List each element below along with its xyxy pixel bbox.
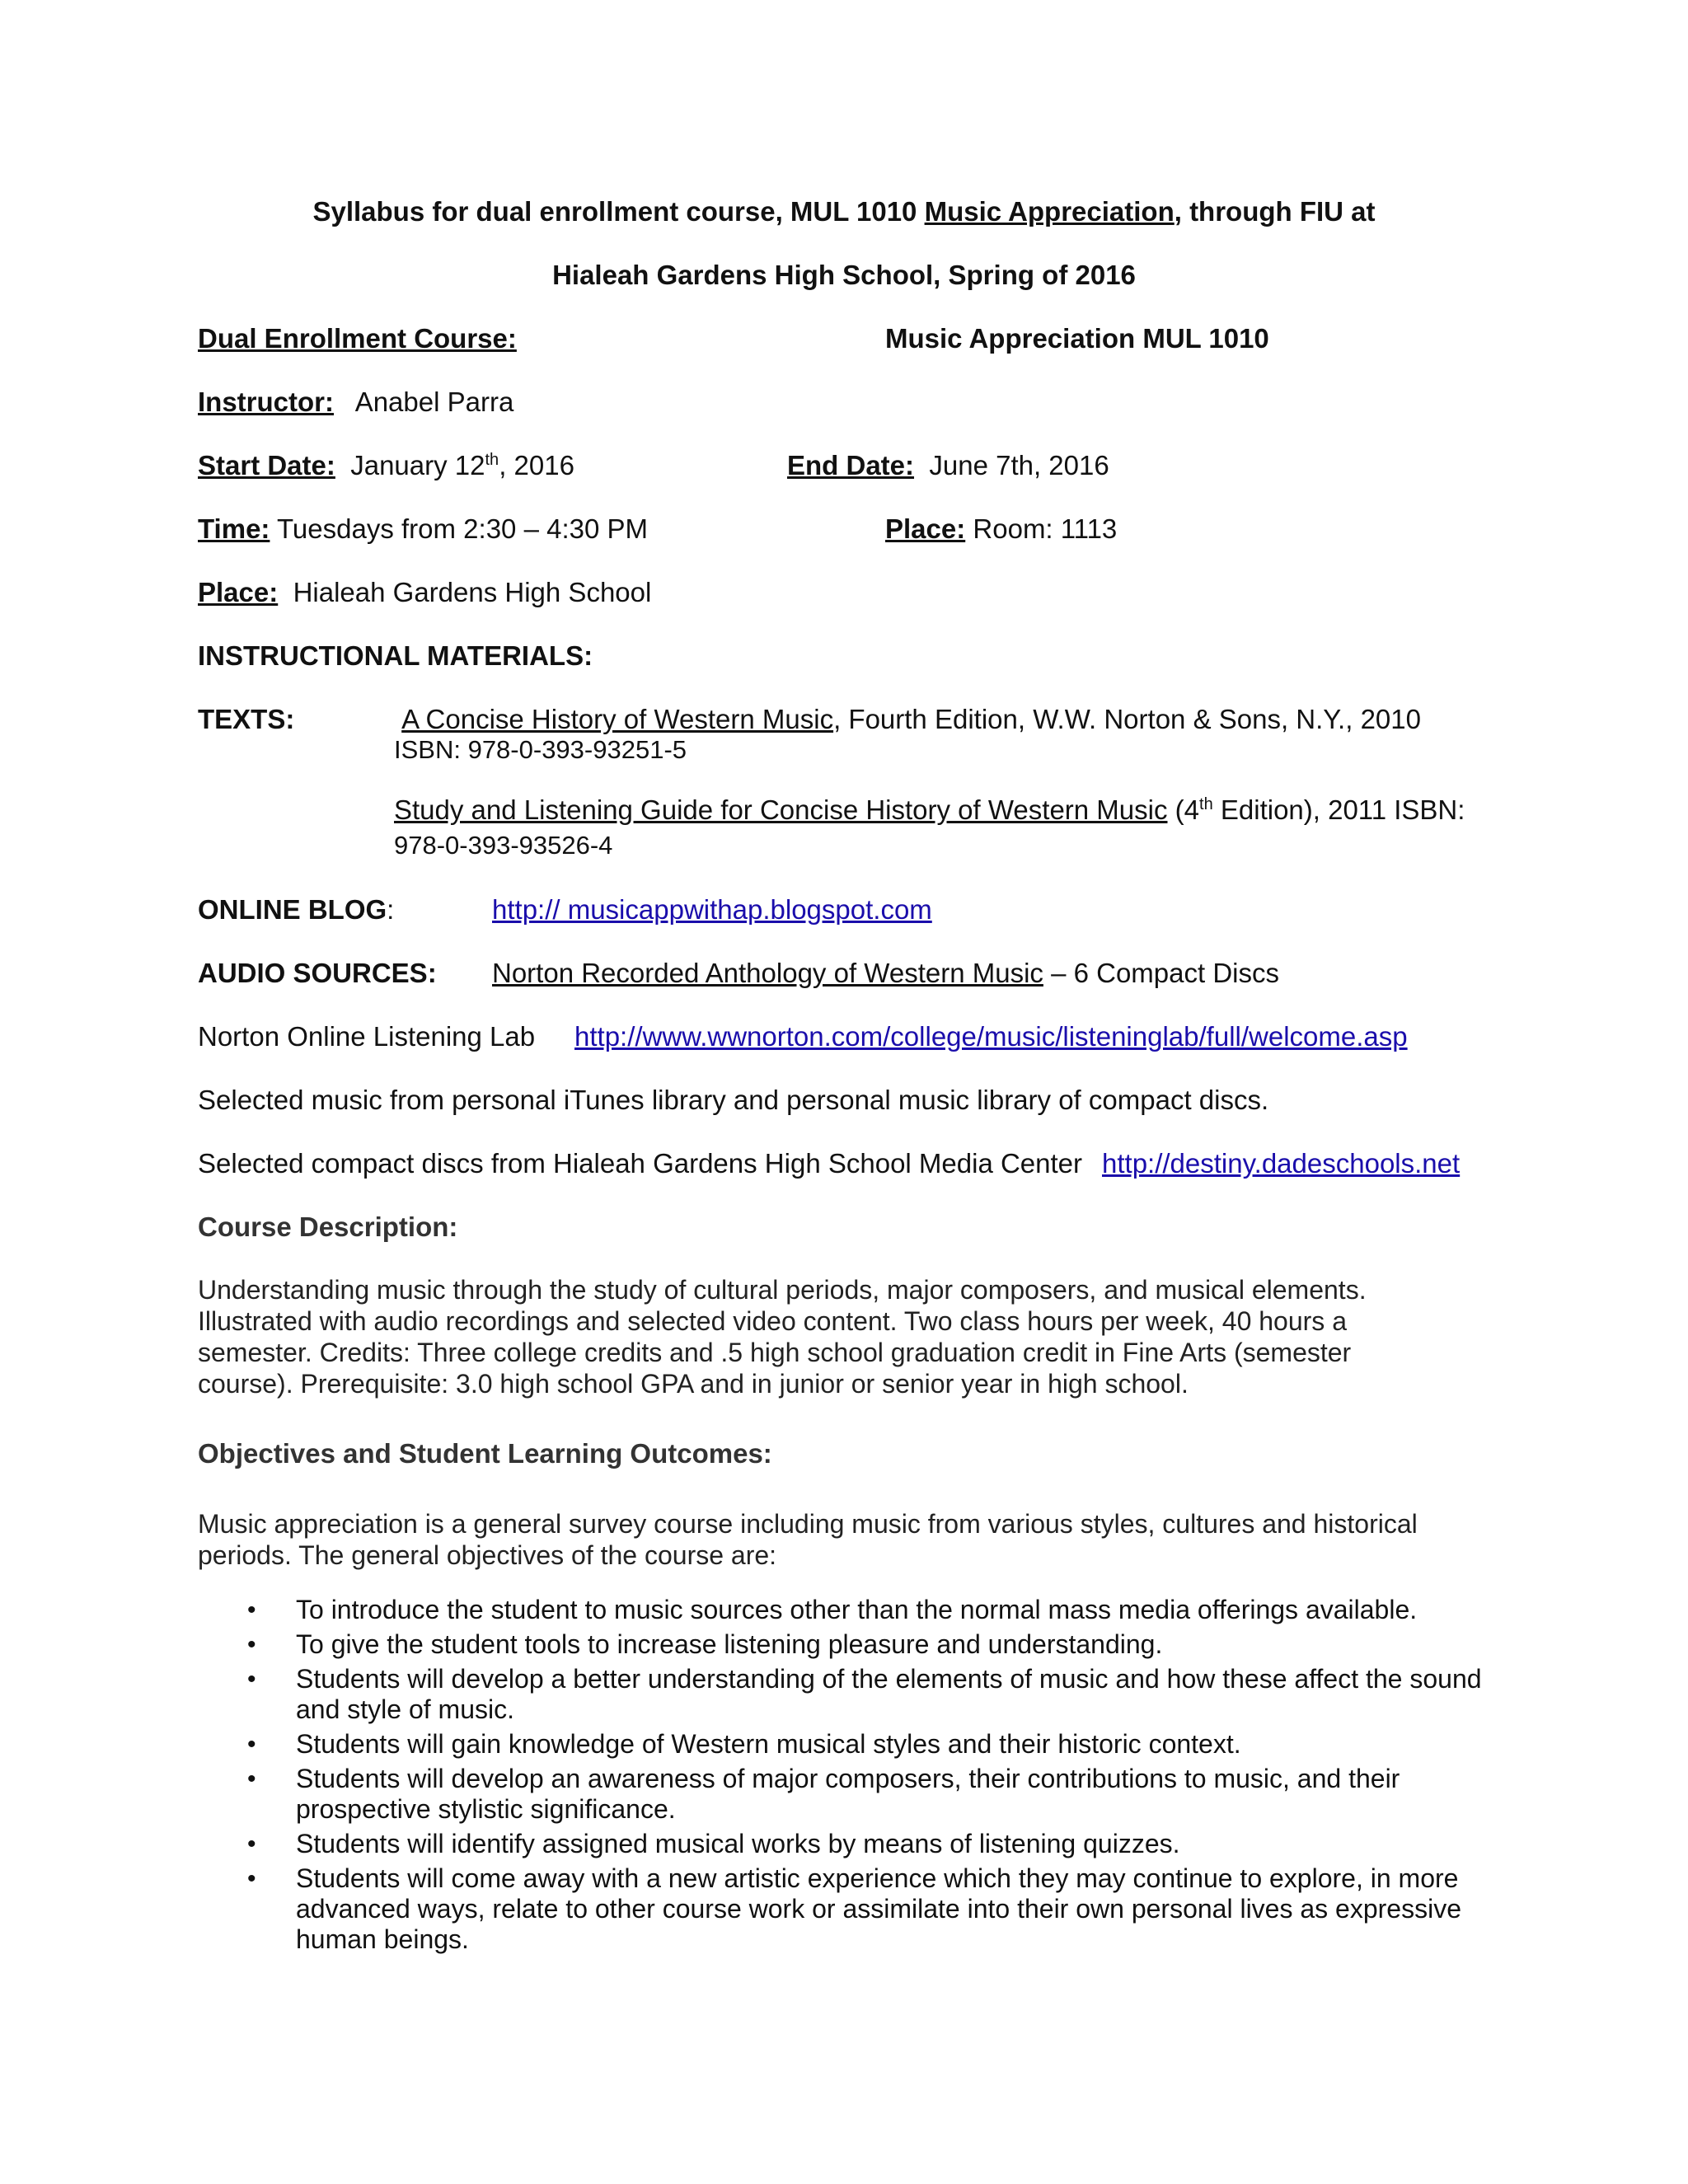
end-date-row <box>787 449 1109 482</box>
objective-text: To give the student tools to increase listening pleasure and understanding. <box>296 1629 1163 1659</box>
room-label: Place: <box>885 513 966 544</box>
start-date-row <box>198 449 574 482</box>
blog-colon: : <box>387 894 395 925</box>
place-value: Hialeah Gardens High School <box>293 577 652 607</box>
blog-link[interactable]: http:// musicappwithap.blogspot.com <box>492 894 932 925</box>
start-date-value-a: January 12 <box>350 450 485 480</box>
description-line: Understanding music through the study of cultural periods, major composers, and musical elements. <box>198 1275 1367 1305</box>
bullet-icon: • <box>247 1865 256 1892</box>
bullet-icon: • <box>247 1666 256 1693</box>
bullet-icon: • <box>247 1596 256 1624</box>
end-date-label: End Date: <box>787 450 915 480</box>
objectives-intro-line: Music appreciation is a general survey course including music from various styles, cultures and historical <box>198 1509 1418 1539</box>
description-heading: Course Description: <box>198 1212 458 1242</box>
media-text: Selected compact discs from Hialeah Gardens High School Media Center <box>198 1148 1083 1179</box>
instructor-value: Anabel Parra <box>354 387 514 417</box>
bullet-icon: • <box>247 1765 256 1793</box>
objective-text: Students will come away with a new artistic experience which they may continue to explore, in more advanced ways, relate to other course work or assimilate into their own personal lives as expressive human beings. <box>296 1863 1461 1954</box>
book2-isbn: 978-0-393-93526-4 <box>394 831 613 860</box>
end-date-value: June 7th, 2016 <box>929 450 1109 480</box>
start-date-label: Start Date: <box>198 450 335 480</box>
instructor-row <box>198 386 513 419</box>
instructor-label: Instructor: <box>198 387 334 417</box>
book1-title: A Concise History of Western Music <box>401 704 834 734</box>
materials-heading: INSTRUCTIONAL MATERIALS: <box>198 640 593 671</box>
audio-line <box>492 957 1279 990</box>
media-link[interactable]: http://destiny.dadeschools.net <box>1102 1148 1461 1179</box>
objective-text: Students will gain knowledge of Western musical styles and their historic context. <box>296 1729 1241 1759</box>
objective-text: Students will develop a better understanding of the elements of music and how these affect the sound and style of music. <box>296 1664 1482 1724</box>
time-label: Time: <box>198 513 270 544</box>
objective-item <box>198 1829 1500 1859</box>
description-line: Illustrated with audio recordings and selected video content. Two class hours per week, 40 hours a <box>198 1306 1347 1336</box>
objectives-intro <box>198 1508 1484 1571</box>
book1-line <box>394 703 1421 736</box>
time-value: Tuesdays from 2:30 – 4:30 PM <box>277 513 648 544</box>
objective-item <box>198 1595 1500 1625</box>
room-row <box>885 513 1117 546</box>
objective-text: Students will develop an awareness of major composers, their contributions to music, and their prospective stylistic significance. <box>296 1764 1400 1824</box>
lab-link[interactable]: http://www.wwnorton.com/college/music/listeninglab/full/welcome.asp <box>574 1021 1408 1052</box>
document-title-line-1 <box>0 195 1688 228</box>
audio-label: AUDIO SOURCES: <box>198 958 437 988</box>
lab-label: Norton Online Listening Lab <box>198 1021 536 1052</box>
course-label: Dual Enrollment Course: <box>198 323 517 354</box>
objective-item <box>198 1764 1500 1825</box>
audio-title: Norton Recorded Anthology of Western Music <box>492 958 1043 988</box>
blog-label: ONLINE BLOG <box>198 894 387 925</box>
title-text-a: Syllabus for dual enrollment course, MUL 1010 <box>312 196 925 227</box>
objective-text: Students will identify assigned musical works by means of listening quizzes. <box>296 1829 1180 1858</box>
bullet-icon: • <box>247 1631 256 1658</box>
objective-item <box>198 1629 1500 1660</box>
place-label: Place: <box>198 577 279 607</box>
book2-line <box>394 794 1465 827</box>
description-paragraph <box>198 1274 1484 1399</box>
objective-text: To introduce the student to music sources other than the normal mass media offerings available. <box>296 1595 1418 1624</box>
blog-label-row <box>198 893 394 926</box>
course-name-underlined: Music Appreciation <box>924 196 1175 227</box>
objective-item <box>198 1664 1500 1725</box>
title-text-c: , through FIU at <box>1174 196 1376 227</box>
book2-title: Study and Listening Guide for Concise History of Western Music <box>394 794 1168 825</box>
audio-rest: – 6 Compact Discs <box>1043 958 1279 988</box>
start-date-value-b: , 2016 <box>499 450 574 480</box>
book1-isbn: ISBN: 978-0-393-93251-5 <box>394 735 687 764</box>
place-row <box>198 576 651 609</box>
objectives-list <box>198 1595 1500 1959</box>
objective-item <box>198 1729 1500 1760</box>
description-line: course). Prerequisite: 3.0 high school GPA and in junior or senior year in high school. <box>198 1369 1189 1399</box>
bullet-icon: • <box>247 1830 256 1858</box>
course-value: Music Appreciation MUL 1010 <box>885 323 1269 354</box>
room-value: Room: 1113 <box>973 513 1118 544</box>
start-date-sup: th <box>485 451 499 469</box>
description-line: semester. Credits: Three college credits and .5 high school graduation credit in Fine Arts (semester <box>198 1338 1352 1367</box>
objectives-heading: Objectives and Student Learning Outcomes: <box>198 1438 772 1469</box>
objective-item <box>198 1863 1500 1955</box>
texts-label: TEXTS: <box>198 704 295 734</box>
book1-rest: , Fourth Edition, W.W. Norton & Sons, N.Y., 2010 <box>833 704 1421 734</box>
document-title-line-2: Hialeah Gardens High School, Spring of 2016 <box>552 260 1136 290</box>
objectives-intro-line: periods. The general objectives of the course are: <box>198 1540 777 1570</box>
bullet-icon: • <box>247 1731 256 1758</box>
book2-rest-b: Edition), 2011 ISBN: <box>1212 794 1465 825</box>
time-row <box>198 513 648 546</box>
itunes-line: Selected music from personal iTunes library and personal music library of compact discs. <box>198 1085 1269 1115</box>
book2-rest-a: (4 <box>1167 794 1200 825</box>
book2-sup: th <box>1199 795 1213 813</box>
